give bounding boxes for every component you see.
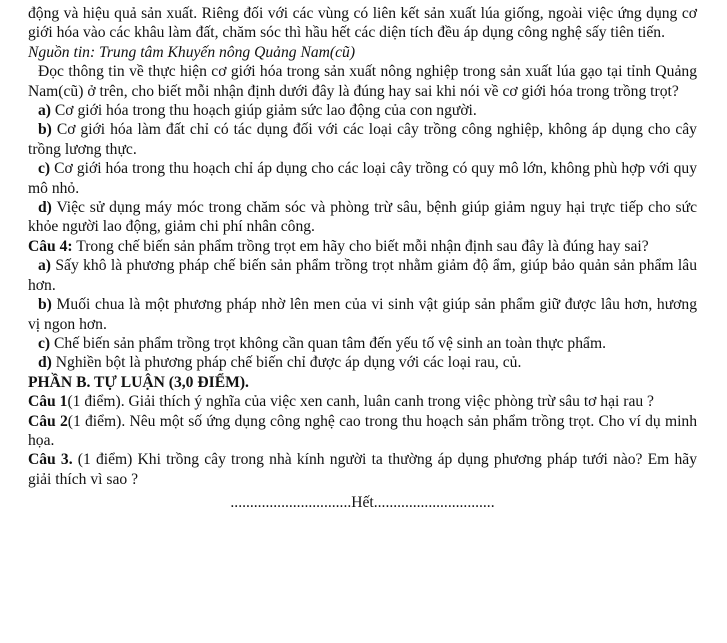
part-b-question-2: [28, 412, 697, 451]
part-b-question-3: [28, 450, 697, 489]
q4-item-d: [28, 353, 697, 372]
intro-paragraph: động và hiệu quả sản xuất. Riêng đối với các vùng có liên kết sản xuất lúa giống, ngoài việc ứng dụng cơ giới hóa vào các khâu làm đất, chăm sóc thì hầu hết các diện tích đều áp dụng công nghệ sấy tiên tiến.: [28, 5, 697, 42]
item-text: Việc sử dụng máy móc trong chăm sóc và phòng trừ sâu, bệnh giúp giảm nguy hại trực tiếp cho sức khỏe người lao động, giảm chi phí nhân công.: [28, 199, 697, 236]
q4-prompt: [28, 237, 697, 256]
end-marker: ...............................Hết...............................: [230, 494, 495, 512]
question-text: Trong chế biến sản phẩm trồng trọt em hãy cho biết mỗi nhận định sau đây là đúng hay sai?: [76, 237, 649, 255]
q3-item-a: [28, 101, 697, 120]
q4-item-c: [28, 334, 697, 353]
item-text: Sấy khô là phương pháp chế biến sản phẩm trồng trọt nhằm giảm độ ẩm, giúp bảo quản sản phẩm lâu hơn.: [28, 257, 697, 294]
part-b-question-1: [28, 392, 697, 411]
item-label: a): [38, 102, 51, 120]
item-text: Chế biến sản phẩm trồng trọt không cần quan tâm đến yếu tố vệ sinh an toàn thực phẩm.: [54, 334, 606, 352]
question-text: (1 điểm). Giải thích ý nghĩa của việc xen canh, luân canh trong việc phòng trừ sâu tơ hại rau ?: [67, 393, 654, 411]
question-text: (1 điểm). Nêu một số ứng dụng công nghệ cao trong thu hoạch sản phẩm trồng trọt. Cho ví dụ minh họa.: [28, 412, 697, 449]
item-label: d): [38, 354, 52, 372]
item-text: Nghiền bột là phương pháp chế biến chỉ được áp dụng với các loại rau, củ.: [55, 354, 522, 372]
item-label: b): [38, 296, 52, 314]
item-text: Cơ giới hóa trong thu hoạch giúp giảm sức lao động của con người.: [54, 102, 477, 120]
q3-item-b: [28, 120, 697, 159]
question-label: Câu 3.: [28, 451, 73, 469]
q3-prompt: Đọc thông tin về thực hiện cơ giới hóa trong sản xuất nông nghiệp trong sản xuất lúa gạo tại tỉnh Quảng Nam(cũ) ở trên, cho biết mỗi nhận định dưới đây là đúng hay sai khi nói về cơ giới hóa trong trồng trọt?: [28, 63, 697, 100]
item-label: d): [38, 199, 52, 217]
q3-item-d: [28, 198, 697, 237]
source-note: Nguồn tin: Trung tâm Khuyến nông Quảng Nam(cũ): [28, 43, 356, 61]
question-label: Câu 4:: [28, 237, 73, 255]
item-label: a): [38, 257, 51, 275]
item-label: c): [38, 334, 51, 352]
item-label: c): [38, 160, 51, 178]
item-text: Muối chua là một phương pháp nhờ lên men của vi sinh vật giúp sản phẩm giữ được lâu hơn, hương vị ngon hơn.: [28, 296, 697, 333]
q3-item-c: [28, 159, 697, 198]
q4-item-a: [28, 256, 697, 295]
question-text: (1 điểm) Khi trồng cây trong nhà kính người ta thường áp dụng phương pháp tưới nào? Em hãy giải thích vì sao ?: [28, 451, 698, 488]
part-b-title: PHẦN B. TỰ LUẬN (3,0 ĐIỂM).: [28, 373, 249, 391]
item-label: b): [38, 121, 52, 139]
q4-item-b: [28, 295, 697, 334]
question-label: Câu 2: [28, 412, 68, 430]
question-label: Câu 1: [28, 393, 68, 411]
item-text: Cơ giới hóa làm đất chỉ có tác dụng đối với các loại cây trồng công nghiệp, không áp dụng cho cây trồng lương thực.: [28, 121, 697, 158]
item-text: Cơ giới hóa trong thu hoạch chỉ áp dụng cho các loại cây trồng có quy mô lớn, không phù hợp với quy mô nhỏ.: [28, 160, 697, 197]
